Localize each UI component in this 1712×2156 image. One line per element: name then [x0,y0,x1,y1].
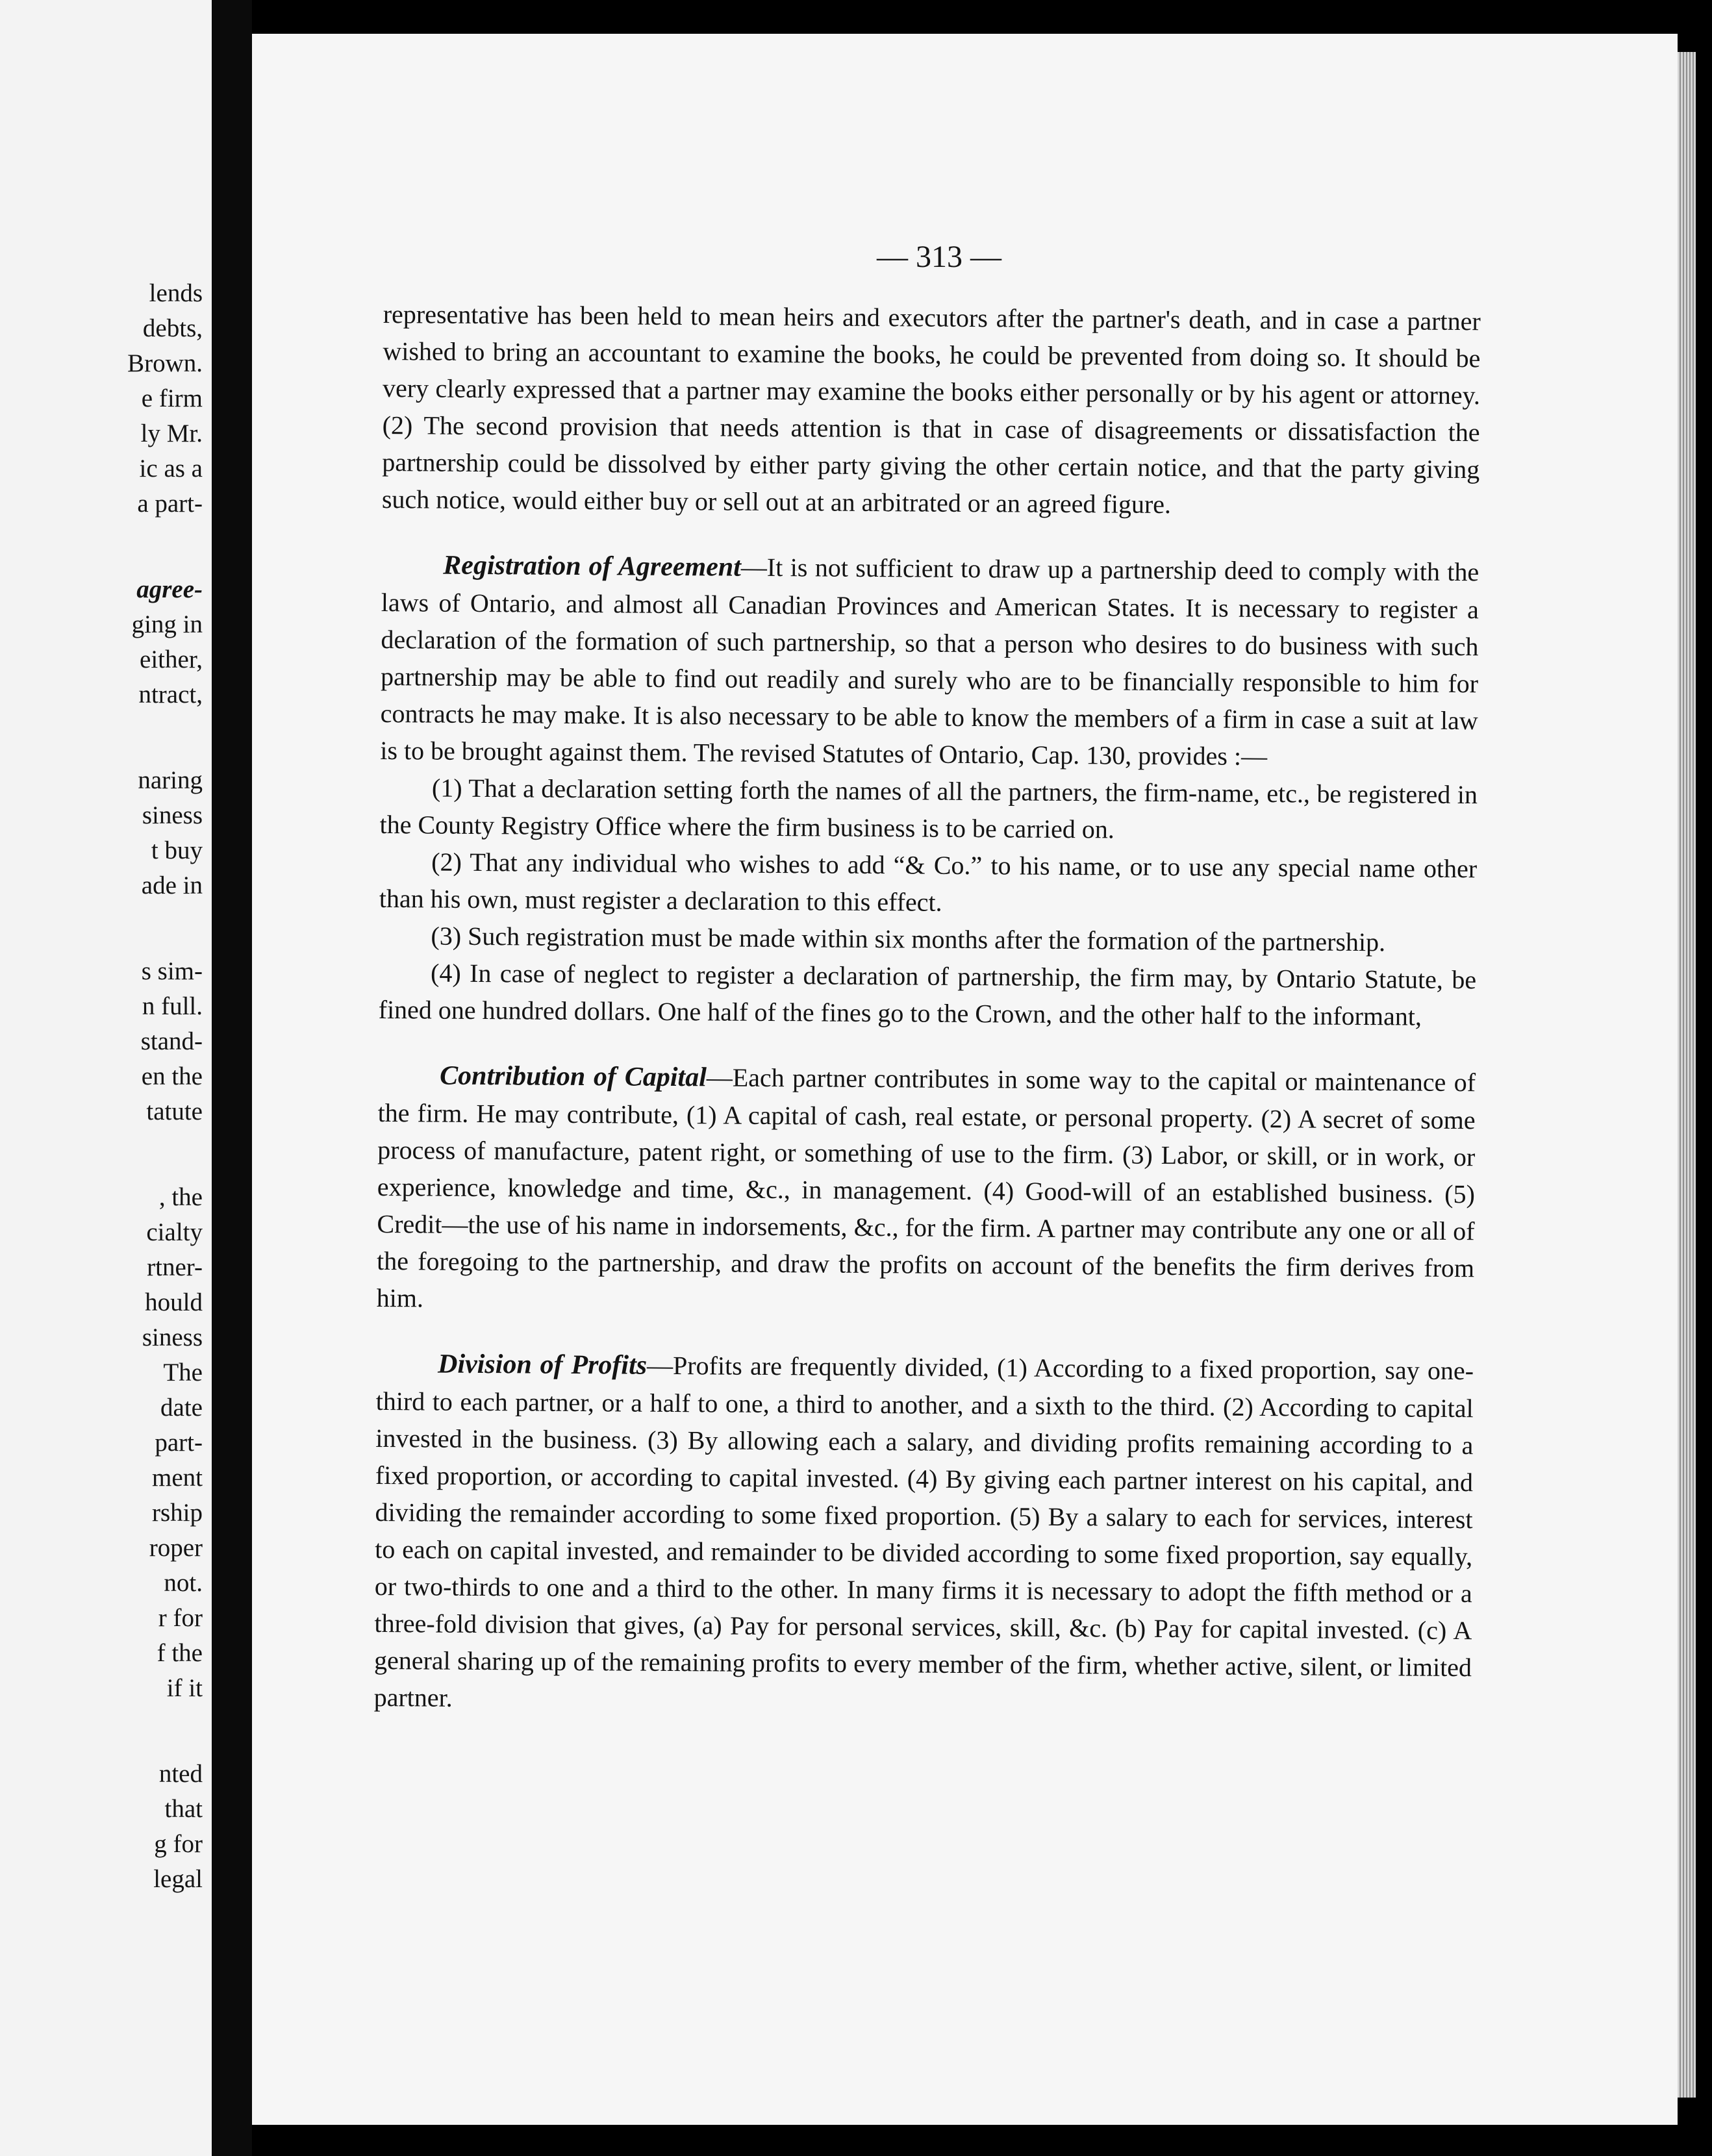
facing-page-fragment: n full. [142,992,203,1020]
facing-page-fragment: roper [149,1534,203,1562]
facing-page-fragment: ntract, [138,681,203,708]
facing-page-fragment: ging in [131,610,203,638]
facing-page-fragment: that [164,1795,203,1823]
facing-page-fragment: debts, [142,314,203,342]
section-division [373,1345,1474,1723]
facing-page-fragment: part- [155,1429,203,1457]
contribution-text: —Each partner contributes in some way to the capital or maintenance of the firm. He may contribute, (1) A capital of cash, real estate, or personal property. (2) A secret of some process of manufacture, patent right, or something of use to the firm. (3) Labor, or skill, or in work, or experience, knowledge and time, &c., in management. (4) Good-will of an established business. (5) Credit—the use of his name in indorsements, &c., for the firm. A partner may contribute any one or all of the foregoing to the partnership, and draw the profits on account of the benefits the firm derives from him. [376,1062,1476,1313]
facing-page-fragment: rship [152,1499,203,1527]
registration-item-2: (2) That any individual who wishes to add “& Co.” to his name, or to use any special name other than his own, must register a declaration to this effect. [379,847,1478,917]
registration-item-4: (4) In case of neglect to register a declaration of partnership, the firm may, by Ontario Statute, be fined one hundred dollars. One half of the fines go to the Crown, and the other half to the informant, [378,958,1477,1031]
facing-page-fragment: ly Mr. [140,420,203,447]
registration-item-3: (3) Such registration must be made within six months after the formation of the partnership. [431,921,1386,957]
facing-page [0,0,212,2156]
facing-page-fragment: siness [142,1323,203,1351]
heading-registration: Registration of Agreement [443,550,742,583]
facing-page-fragment: f the [157,1639,203,1667]
facing-page-fragment: agree- [136,575,203,603]
facing-page-fragment: , the [158,1183,203,1211]
facing-page-fragment: lends [149,279,203,307]
paragraph-intro: representative has been held to mean heirs and executors after the partner's death, and in case a partner wished to bring an accountant to examine the books, he could be prevented from doing so. It should be very clearly expressed that a partner may examine the books either personally or by his agent or attorney. (2) The second provision that needs attention is that in case of disagreements or dissatisfaction the partnership could be dissolved by either party giving the other certain notice, and that the party giving such notice, would either buy or sell out at an arbitrated or an agreed figure. [381,299,1481,520]
registration-item-1: (1) That a declaration setting forth the names of all the partners, the firm-name, etc., be registered in the County Registry Office where the firm business is to be carried on. [379,773,1478,844]
page-number: — 313 — [877,240,1001,274]
facing-page-fragment: if it [166,1674,203,1702]
section-registration [380,546,1479,776]
facing-page-fragment: cialty [146,1218,203,1246]
facing-page-fragment: stand- [140,1027,203,1055]
facing-page-fragment: naring [138,766,203,794]
facing-page-fragment: r for [158,1604,203,1632]
facing-page-fragment: date [160,1394,203,1422]
facing-page-fragment: either, [140,646,203,673]
facing-page-fragment: hould [145,1288,203,1316]
facing-page-fragment: rtner- [147,1253,203,1281]
facing-page-fragment: en the [141,1062,203,1090]
facing-page-fragment: ment [152,1464,203,1492]
book-gutter [212,0,252,2156]
page-edges [1678,52,1696,2098]
facing-page-fragment: nted [158,1760,203,1788]
registration-text: —It is not sufficient to draw up a partnership deed to comply with the laws of Ontario, and almost all Canadian Provinces and American States. It is necessary to register a declaration of the formation of such partnership, so that a person who desires to do business with such partnership may be able to find out readily and surely who are to be financially responsible to him for contracts he may make. It is also necessary to be able to know the members of a firm in case a suit at law is to be brought against them. The revised Statutes of Ontario, Cap. 130, provides :— [380,552,1479,771]
facing-page-fragment: The [163,1359,203,1386]
facing-page-fragment: Brown. [127,349,203,377]
facing-page-fragment: not. [164,1569,203,1597]
facing-page-fragment: e firm [141,384,203,412]
page-text [373,295,1480,1723]
heading-contribution: Contribution of Capital [439,1060,707,1093]
facing-page-fragment: siness [142,801,203,829]
facing-page-fragment: a part- [137,490,203,518]
facing-page-fragment: s sim- [141,957,203,985]
facing-page-fragment: t buy [151,836,203,864]
facing-page-fragment: legal [153,1865,203,1893]
division-text: —Profits are frequently divided, (1) According to a fixed proportion, say one-third to each partner, or a half to one, a third to another, and a sixth to the third. (2) According to capital invested in the business. (3) By allowing each a salary, and dividing profits remaining according to a fixed proportion, or according to capital invested. (4) By giving each partner interest on his capital, and dividing the remainder according to some fixed proportion. (5) By a salary to each for services, interest to each on capital invested, and remainder to be divided according to some fixed proportion, say equally, or two-thirds to one and a third to the other. In many firms it is necessary to adopt the fifth method or a three-fold division that gives, (a) Pay for personal services, skill, &c. (b) Pay for capital invested. (c) A general sharing up of the remaining profits to every member of the firm, whether active, silent, or limited partner. [373,1350,1474,1712]
facing-page-fragment: tatute [146,1097,203,1125]
facing-page-fragment: ade in [141,871,203,899]
heading-division: Division of Profits [437,1349,648,1381]
facing-page-fragment: g for [154,1830,203,1858]
section-contribution [377,1057,1476,1323]
facing-page-fragment: ic as a [139,455,203,483]
